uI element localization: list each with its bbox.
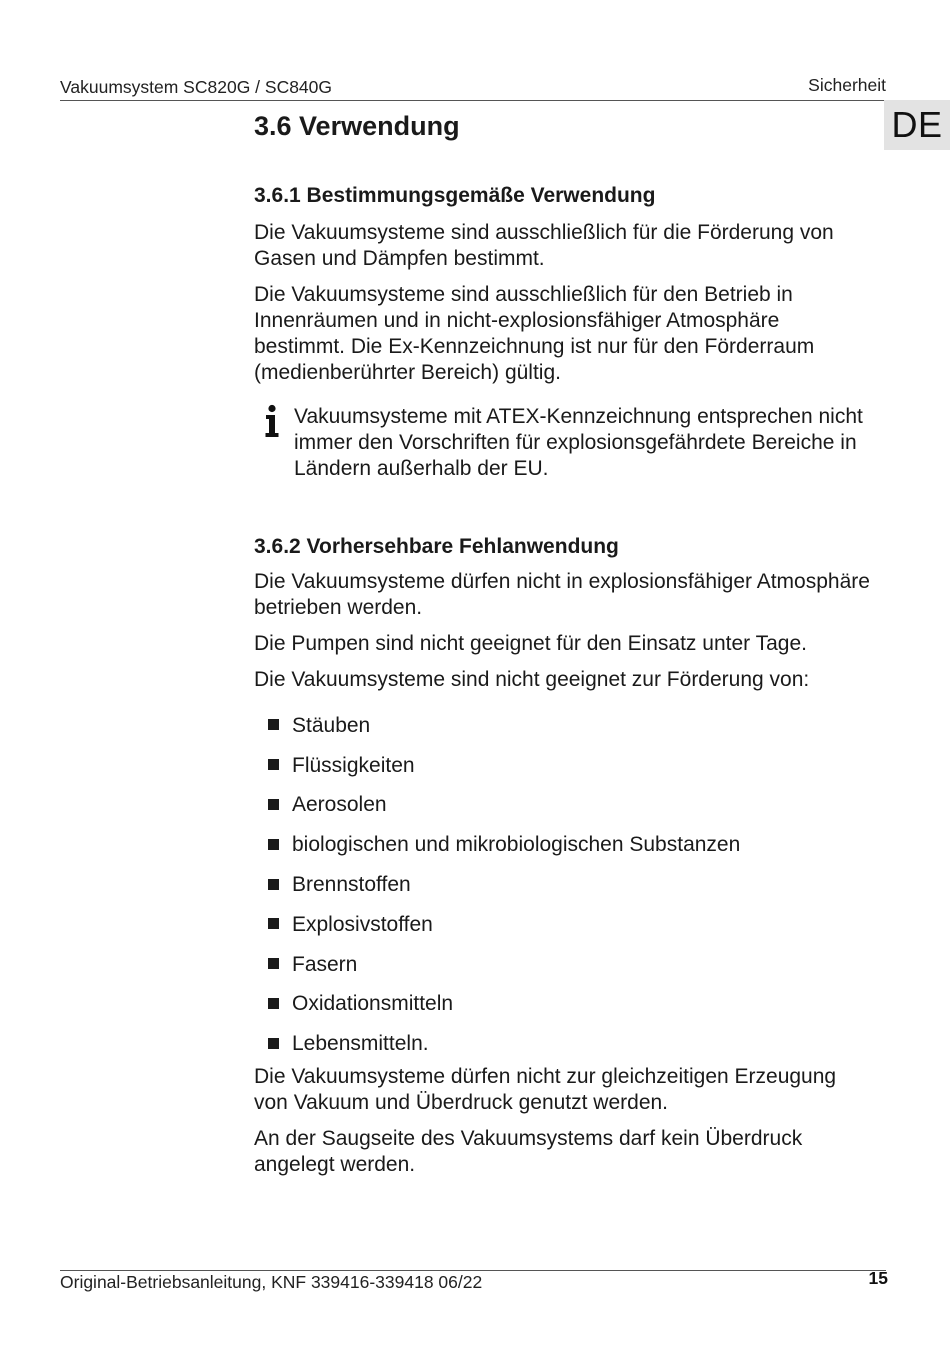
bullet xyxy=(268,879,279,890)
paragraph: Die Pumpen sind nicht geeignet für den Einsatz unter Tage. xyxy=(254,632,807,655)
list-item xyxy=(254,825,874,865)
list-item xyxy=(254,985,874,1025)
page-number: 15 xyxy=(868,1268,888,1288)
bullet xyxy=(268,719,279,730)
list-item-text: biologischen und mikrobiologischen Substanzen xyxy=(292,833,741,857)
list-item-text: Oxidationsmitteln xyxy=(292,992,454,1016)
list-item xyxy=(254,865,874,905)
bullet xyxy=(268,998,279,1009)
section-title: 3.6 Verwendung xyxy=(254,111,460,141)
list-item xyxy=(254,945,874,985)
main-content xyxy=(254,108,874,1178)
header-chapter: Sicherheit xyxy=(808,75,886,95)
subsection-title-foreseeable-misuse: 3.6.2 Vorhersehbare Fehlanwendung xyxy=(254,535,619,558)
list-item xyxy=(254,786,874,826)
list-item-text: Stäuben xyxy=(292,713,371,737)
list-item xyxy=(254,746,874,786)
list-item-text: Flüssigkeiten xyxy=(292,753,415,777)
header-divider xyxy=(60,100,886,101)
footer-document-reference: Original-Betriebsanleitung, KNF 339416-339418 06/22 xyxy=(60,1272,483,1292)
list-item xyxy=(254,1024,874,1064)
paragraph: Die Vakuumsysteme sind ausschließlich für den Betrieb in Innenräumen und in nicht-explosionsfähiger Atmosphäre bestimmt. Die Ex-Kennzeichnung ist nur für den Förderraum (medienberührter Bereich) gültig. xyxy=(254,283,815,384)
info-note xyxy=(254,404,874,482)
header-document-title: Vakuumsystem SC820G / SC840G xyxy=(60,77,333,97)
excluded-media-list xyxy=(254,706,874,1064)
list-item-text: Fasern xyxy=(292,952,358,976)
language-tab: DE xyxy=(884,100,950,150)
list-item-text: Explosivstoffen xyxy=(292,912,433,936)
subsection-title-intended-use: 3.6.1 Bestimmungsgemäße Verwendung xyxy=(254,184,656,207)
bullet xyxy=(268,1038,279,1049)
bullet xyxy=(268,799,279,810)
footer-divider xyxy=(60,1270,886,1271)
paragraph: Die Vakuumsysteme dürfen nicht in explosionsfähiger Atmosphäre betrieben werden. xyxy=(254,570,870,619)
list-item-text: Brennstoffen xyxy=(292,873,411,897)
paragraph: An der Saugseite des Vakuumsystems darf kein Überdruck angelegt werden. xyxy=(254,1127,803,1177)
list-item-text: Lebensmitteln. xyxy=(292,1032,429,1056)
paragraph: Die Vakuumsysteme sind nicht geeignet zur Förderung von: xyxy=(254,668,810,691)
list-item xyxy=(254,905,874,945)
info-icon xyxy=(254,404,294,482)
bullet xyxy=(268,958,279,969)
bullet xyxy=(268,839,279,850)
paragraph: Die Vakuumsysteme sind ausschließlich für die Förderung von Gasen und Dämpfen bestimmt. xyxy=(254,221,834,270)
bullet xyxy=(268,918,279,929)
bullet xyxy=(268,759,279,770)
list-item xyxy=(254,706,874,746)
list-item-text: Aerosolen xyxy=(292,793,387,817)
paragraph: Die Vakuumsysteme dürfen nicht zur gleichzeitigen Erzeugung von Vakuum und Überdruck genutzt werden. xyxy=(254,1065,837,1115)
info-note-text: Vakuumsysteme mit ATEX-Kennzeichnung entsprechen nicht immer den Vorschriften für explosionsgefährdete Bereiche in Ländern außerhalb der EU. xyxy=(294,405,863,480)
